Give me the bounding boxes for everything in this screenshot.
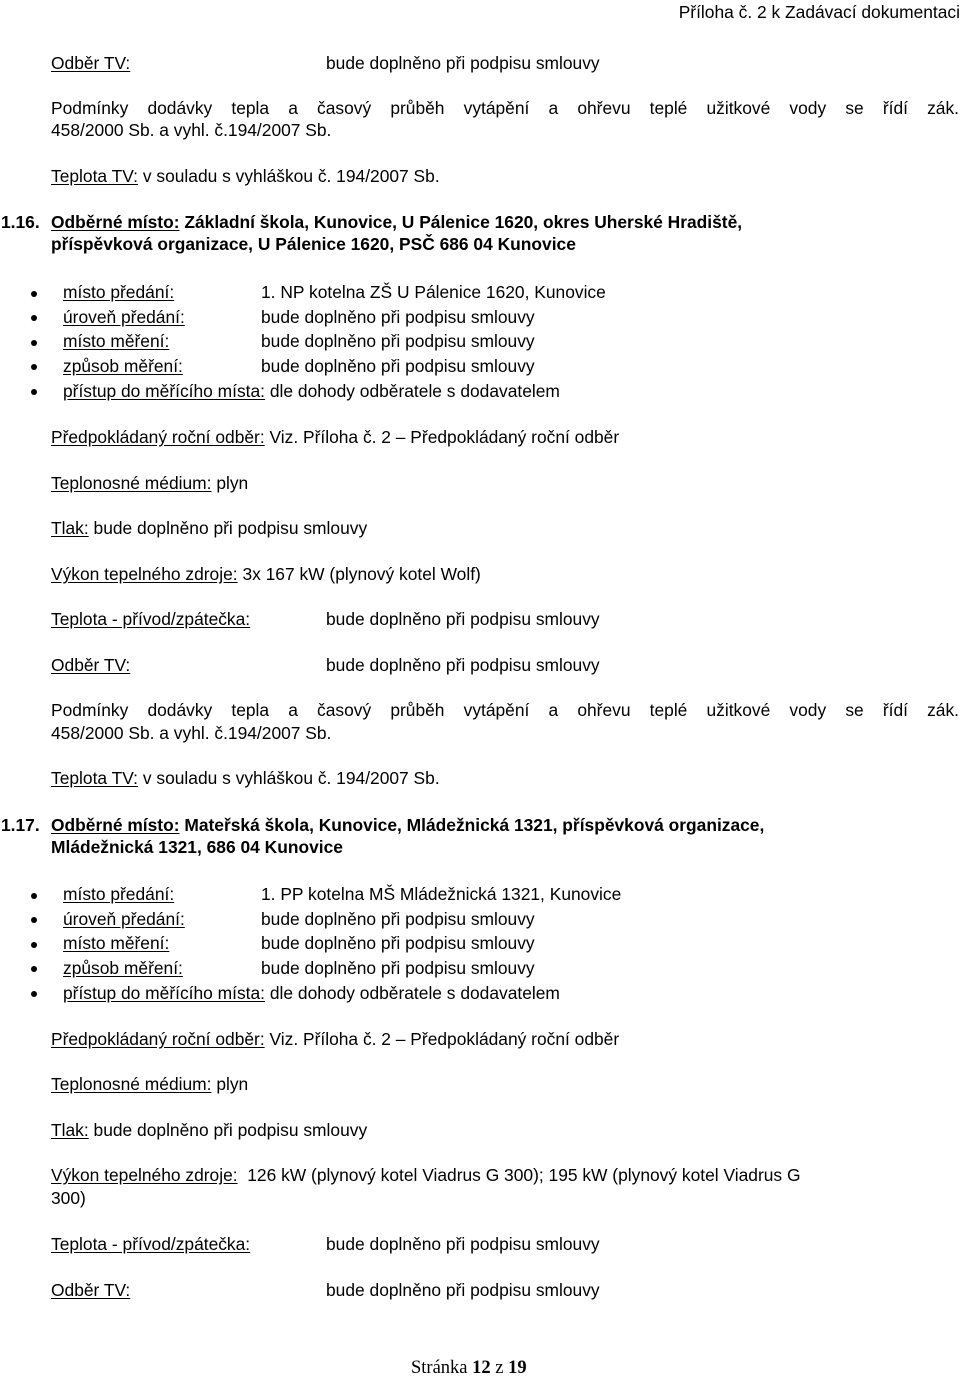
bullet-label: místo předání: — [63, 282, 175, 302]
bullet-label: úroveň předání: — [63, 307, 185, 327]
page-footer — [411, 1359, 527, 1378]
bullet-label: způsob měření: — [63, 356, 183, 376]
odberne-misto-value: Mateřská škola, Kunovice, Mládežnická 1321, příspěvková organizace, — [184, 815, 765, 835]
medium-label: Teplonosné médium: — [51, 1074, 212, 1094]
odberne-misto-value: Základní škola, Kunovice, U Pálenice 1620, okres Uherské Hradiště, — [184, 212, 743, 232]
bullet-value: 1. PP kotelna MŠ Mládežnická 1321, Kunovice — [261, 884, 622, 904]
conditions-line-2: 458/2000 Sb. a vyhl. č.194/2007 Sb. — [51, 120, 332, 140]
medium-value: plyn — [216, 1074, 249, 1094]
tlak-row — [51, 1122, 367, 1139]
footer-of: z — [495, 1358, 504, 1378]
bullet-icon — [31, 917, 37, 923]
bullet-value: bude doplněno při podpisu smlouvy — [261, 356, 535, 376]
tlak-row — [51, 520, 367, 537]
teplota-tv-row — [51, 168, 440, 185]
footer-prefix: Stránka — [411, 1358, 468, 1378]
bullet-value: 1. NP kotelna ZŠ U Pálenice 1620, Kunovice — [261, 282, 606, 302]
predpokladany-row — [51, 1031, 619, 1048]
vykon-label: Výkon tepelného zdroje: — [51, 564, 238, 584]
bullet-value: dle dohody odběratele s dodavatelem — [269, 983, 560, 1003]
teplota-pz-value: bude doplněno při podpisu smlouvy — [326, 609, 600, 629]
bullet-value: bude doplněno při podpisu smlouvy — [261, 909, 535, 929]
vykon-value: 3x 167 kW (plynový kotel Wolf) — [242, 564, 481, 584]
teplota-tv-value: v souladu s vyhláškou č. 194/2007 Sb. — [142, 166, 440, 186]
odber-tv-label: Odběr TV: — [51, 53, 131, 73]
section-title-117-line1 — [51, 817, 764, 834]
teplota-tv-label: Teplota TV: — [51, 768, 139, 788]
section-title-116-line2: příspěvková organizace, U Pálenice 1620, PSČ 686 04 Kunovice — [51, 234, 576, 254]
section-number-117: 1.17. — [1, 815, 40, 835]
teplota-pz-label: Teplota - přívod/zpátečka: — [51, 609, 251, 629]
teplota-pz-label: Teplota - přívod/zpátečka: — [51, 1234, 251, 1254]
medium-label: Teplonosné médium: — [51, 473, 212, 493]
odberne-misto-label: Odběrné místo: — [51, 815, 180, 835]
vykon-row — [51, 566, 481, 583]
bullet-icon — [31, 340, 37, 346]
teplota-tv-row — [51, 770, 440, 787]
vykon-value: 126 kW (plynový kotel Viadrus G 300); 195 kW (plynový kotel Viadrus G — [247, 1165, 801, 1185]
odber-tv-value: bude doplněno při podpisu smlouvy — [326, 53, 600, 73]
bullet-value: dle dohody odběratele s dodavatelem — [269, 381, 560, 401]
bullet-label: úroveň předání: — [63, 909, 185, 929]
teplota-pz-value: bude doplněno při podpisu smlouvy — [326, 1234, 600, 1254]
medium-row — [51, 1076, 248, 1093]
bullet-label: místo měření: — [63, 331, 170, 351]
odber-tv-label: Odběr TV: — [51, 655, 131, 675]
bullet-value: bude doplněno při podpisu smlouvy — [261, 331, 535, 351]
tlak-value: bude doplněno při podpisu smlouvy — [93, 518, 368, 538]
bullet-icon — [31, 966, 37, 972]
tlak-label: Tlak: — [51, 518, 89, 538]
bullet-label: místo měření: — [63, 933, 170, 953]
odber-tv-value: bude doplněno při podpisu smlouvy — [326, 655, 600, 675]
bullet-label: místo předání: — [63, 884, 175, 904]
bullet-label: přístup do měřícího místa: — [63, 381, 266, 401]
section-title-117-line2: Mládežnická 1321, 686 04 Kunovice — [51, 837, 343, 857]
bullet-value: bude doplněno při podpisu smlouvy — [261, 307, 535, 327]
bullet-icon — [31, 291, 37, 297]
footer-page-number: 12 — [472, 1358, 491, 1378]
bullet-label: způsob měření: — [63, 958, 183, 978]
vykon-value-line2: 300) — [51, 1188, 86, 1208]
medium-row — [51, 475, 248, 492]
page-header: Příloha č. 2 k Zadávací dokumentaci — [678, 2, 960, 22]
bullet-value: bude doplněno při podpisu smlouvy — [261, 933, 535, 953]
bullet-icon — [31, 991, 37, 997]
odber-tv-value: bude doplněno při podpisu smlouvy — [326, 1280, 600, 1300]
bullet-icon — [31, 893, 37, 899]
vykon-label: Výkon tepelného zdroje: — [51, 1165, 238, 1185]
predpokladany-value: Viz. Příloha č. 2 – Předpokládaný roční odběr — [269, 427, 620, 447]
bullet-icon — [31, 942, 37, 948]
bullet-icon — [31, 315, 37, 321]
tlak-value: bude doplněno při podpisu smlouvy — [93, 1120, 368, 1140]
bullet-value: bude doplněno při podpisu smlouvy — [261, 958, 535, 978]
section-title-116-line1 — [51, 214, 742, 231]
vykon-row — [51, 1167, 800, 1184]
predpokladany-label: Předpokládaný roční odběr: — [51, 1029, 265, 1049]
teplota-tv-label: Teplota TV: — [51, 166, 139, 186]
footer-page-total: 19 — [508, 1358, 527, 1378]
predpokladany-value: Viz. Příloha č. 2 – Předpokládaný roční odběr — [269, 1029, 620, 1049]
bullet-row-access — [63, 985, 560, 1002]
medium-value: plyn — [216, 473, 249, 493]
predpokladany-row — [51, 429, 619, 446]
odberne-misto-label: Odběrné místo: — [51, 212, 180, 232]
conditions-line-1: Podmínky dodávky tepla a časový průběh vytápění a ohřevu teplé užitkové vody se řídí zák. — [51, 700, 959, 720]
predpokladany-label: Předpokládaný roční odběr: — [51, 427, 265, 447]
odber-tv-label: Odběr TV: — [51, 1280, 131, 1300]
bullet-label: přístup do měřícího místa: — [63, 983, 266, 1003]
conditions-line-1: Podmínky dodávky tepla a časový průběh vytápění a ohřevu teplé užitkové vody se řídí zák. — [51, 98, 959, 118]
tlak-label: Tlak: — [51, 1120, 89, 1140]
bullet-row-access — [63, 383, 560, 400]
bullet-icon — [31, 364, 37, 370]
conditions-line-2: 458/2000 Sb. a vyhl. č.194/2007 Sb. — [51, 723, 332, 743]
bullet-icon — [31, 389, 37, 395]
section-number-116: 1.16. — [1, 212, 40, 232]
teplota-tv-value: v souladu s vyhláškou č. 194/2007 Sb. — [142, 768, 440, 788]
